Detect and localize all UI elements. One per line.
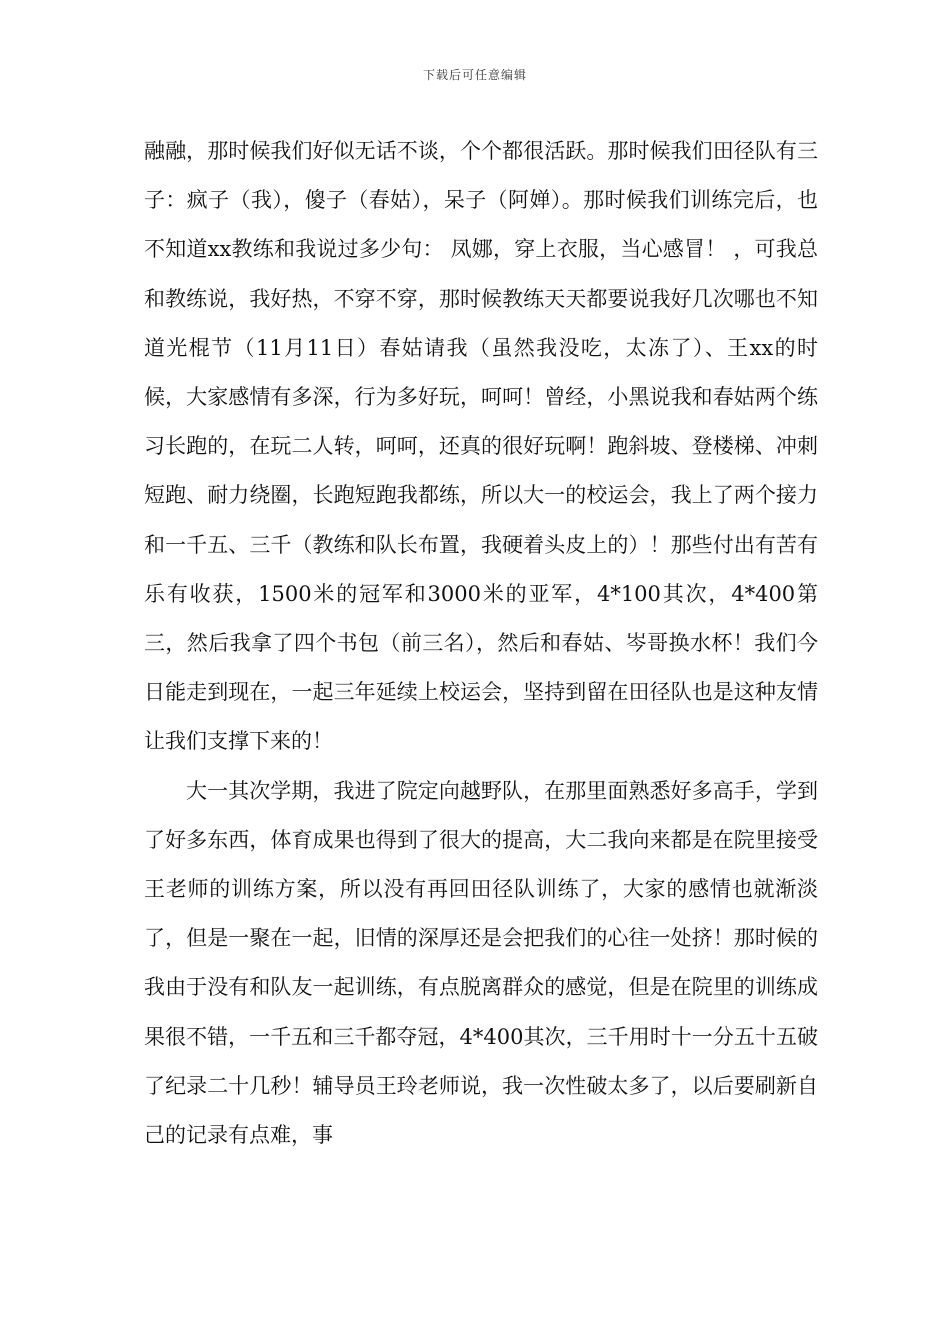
page-header: 下载后可任意编辑 [422,68,527,82]
document-body [144,127,818,1160]
paragraph-2: 大一其次学期，我进了院定向越野队，在那里面熟悉好多高手，学到了好多东西，体育成果也得到了很大的提高，大二我向来都是在院里接受王老师的训练方案，所以没有再回田径队训练了，大家的感情也就渐淡了，但是一聚在一起，旧情的深厚还是会把我们的心往一处挤！那时候的我由于没有和队友一起训练，有点脱离群众的感觉，但是在院里的训练成果很不错，一千五和三千都夺冠，4*400其次，三千用时十一分五十五破了纪录二十几秒！辅导员王玲老师说，我一次性破太多了，以后要刷新自己的记录有点难，事 [144,778,818,1148]
paragraph-1: 融融，那时候我们好似无话不谈，个个都很活跃。那时候我们田径队有三子：疯子（我），傻子（春姑），呆子（阿婵）。那时候我们训练完后，也不知道xx教练和我说过多少句： 凤娜，穿上衣服，当心感冒！ ，可我总和教练说，我好热，不穿不穿，那时候教练天天都要说我好几次哪也不知道光棍节（11月11日）春姑请我（虽然我没吃，太冻了）、王xx的时候，大家感情有多深，行为多好玩，呵呵！曾经，小黑说我和春姑两个练习长跑的，在玩二人转，呵呵，还真的很好玩啊！跑斜坡、登楼梯、冲刺短跑、耐力绕圈，长跑短跑我都练，所以大一的校运会，我上了两个接力和一千五、三千（教练和队长布置，我硬着头皮上的）！那些付出有苦有乐有收获，1500米的冠军和3000米的亚军，4*100其次，4*400第三，然后我拿了四个书包（前三名），然后和春姑、岑哥换水杯！我们今日能走到现在，一起三年延续上校运会，坚持到留在田径队也是这种友情让我们支撑下来的！ [144,139,818,754]
